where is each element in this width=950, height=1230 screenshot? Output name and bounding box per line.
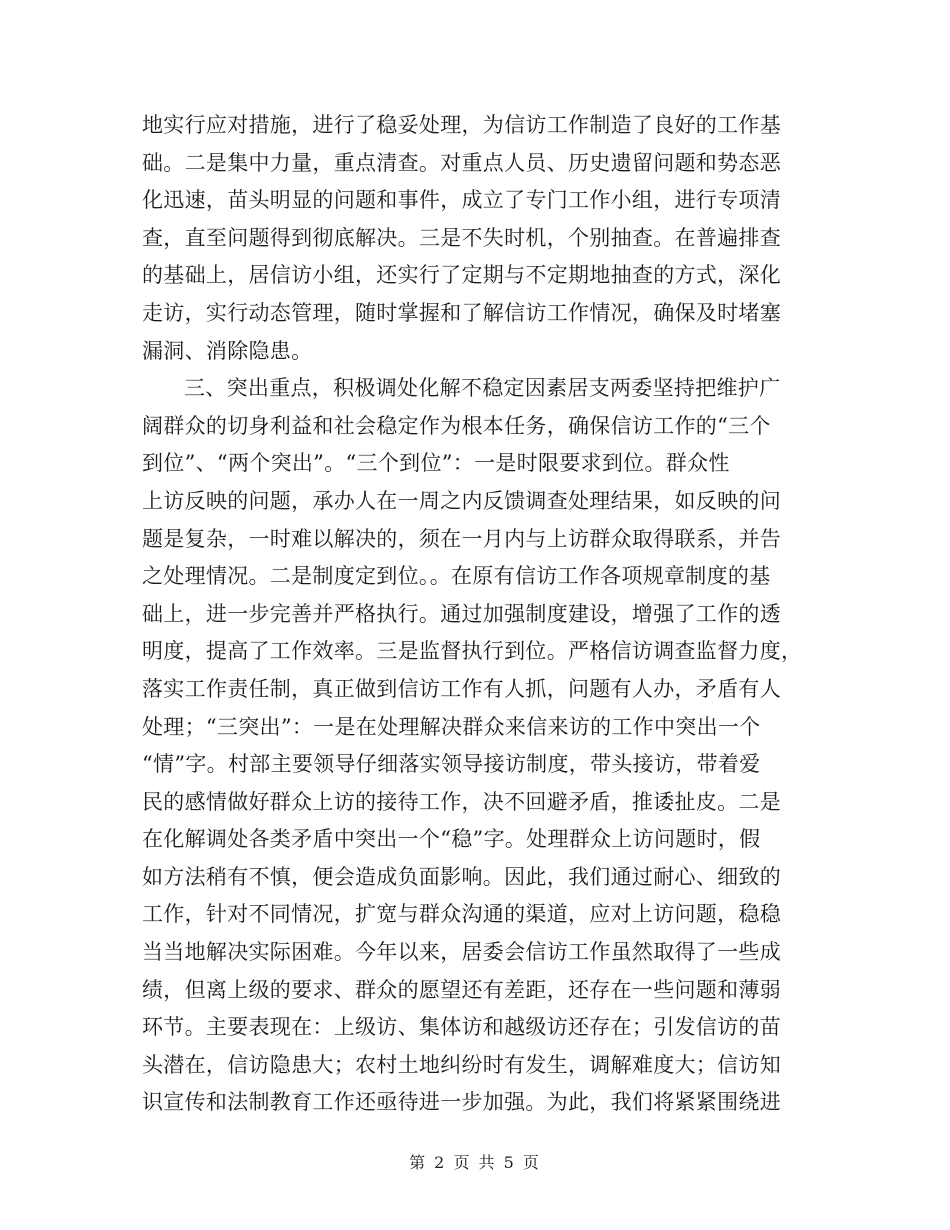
text-line: 当当地解决实际困难。今年以来，居委会信访工作虽然取得了一些成: [142, 940, 781, 965]
page-number-footer: 第 2 页 共 5 页: [409, 1153, 541, 1172]
text-line: 题是复杂，一时难以解决的，须在一月内与上访群众取得联系，并告: [142, 526, 781, 551]
text-line: 的基础上，居信访小组，还实行了定期与不定期地抽查的方式，深化: [142, 263, 781, 288]
text-line: 工作，针对不同情况，扩宽与群众沟通的渠道，应对上访问题，稳稳: [142, 902, 781, 927]
text-line: 环节。主要表现在：上级访、集体访和越级访还存在；引发信访的苗: [142, 1015, 781, 1040]
text-line: 处理；“三突出”：一是在处理解决群众来信来访的工作中突出一个: [142, 714, 761, 739]
text-line: 地实行应对措施，进行了稳妥处理，为信访工作制造了良好的工作基: [142, 113, 781, 137]
text-line: 头潜在，信访隐患大；农村土地纠纷时有发生，调解难度大；信访知: [142, 1052, 781, 1077]
body-text: [142, 107, 812, 1122]
text-line: 走访，实行动态管理，随时掌握和了解信访工作情况，确保及时堵塞: [142, 300, 781, 325]
text-line: 漏洞、消除隐患。: [142, 338, 313, 363]
text-line: 如方法稍有不慎，便会造成负面影响。因此，我们通过耐心、细致的: [142, 864, 781, 889]
text-line: 识宣传和法制教育工作还亟待进一步加强。为此，我们将紧紧围绕进: [142, 1090, 781, 1115]
section-heading-line: 三、突出重点，积极调处化解不稳定因素居支两委坚持把维护广: [184, 376, 781, 401]
text-line: “情”字。村部主要领导仔细落实领导接访制度，带头接访，带着爱: [142, 752, 761, 777]
text-line: 之处理情况。二是制度定到位。。在原有信访工作各项规章制度的基: [142, 564, 771, 589]
text-line: 础上，进一步完善并严格执行。通过加强制度建设，增强了工作的透: [142, 601, 781, 626]
text-line: 化迅速，苗头明显的问题和事件，成立了专门工作小组，进行专项清: [142, 188, 781, 213]
text-line: 到位”、“两个突出”。“三个到位”：一是时限要求到位。群众性: [142, 451, 730, 476]
text-line: 民的感情做好群众上访的接待工作，决不回避矛盾，推诿扯皮。二是: [142, 789, 781, 814]
text-line: 上访反映的问题，承办人在一周之内反馈调查处理结果，如反映的问: [142, 488, 781, 513]
text-line: 明度，提高了工作效率。三是监督执行到位。严格信访调查监督力度，: [142, 639, 803, 664]
text-line: 阔群众的切身利益和社会稳定作为根本任务，确保信访工作的“三个: [142, 413, 771, 438]
text-line: 础。二是集中力量，重点清查。对重点人员、历史遗留问题和势态恶: [142, 150, 781, 175]
text-line: 绩，但离上级的要求、群众的愿望还有差距，还存在一些问题和薄弱: [142, 977, 781, 1002]
text-line: 在化解调处各类矛盾中突出一个“稳”字。处理群众上访问题时，假: [142, 827, 761, 852]
text-line: 查，直至问题得到彻底解决。三是不失时机，个别抽查。在普遍排查: [142, 225, 781, 250]
text-line: 落实工作责任制，真正做到信访工作有人抓，问题有人办，矛盾有人: [142, 676, 781, 701]
